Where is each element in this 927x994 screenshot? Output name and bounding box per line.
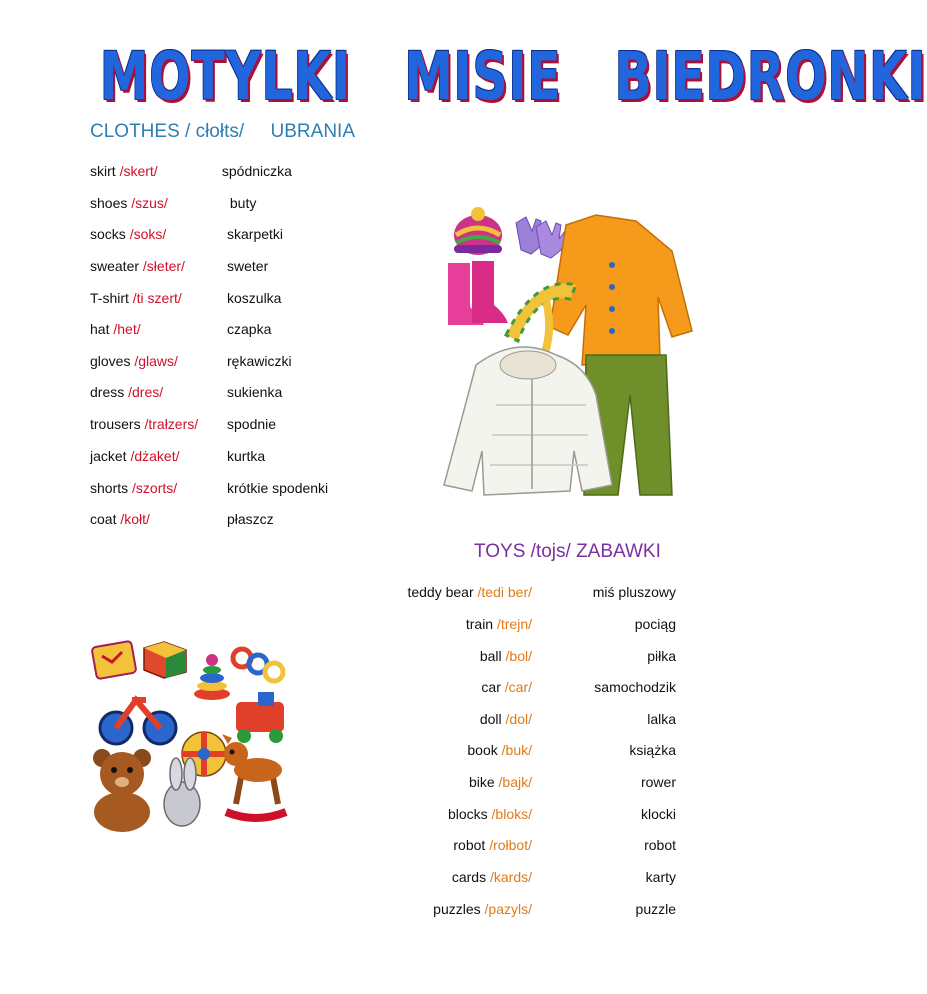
english-word: car /car/ (481, 679, 532, 695)
polish-word: karty (645, 869, 676, 885)
boots-icon (448, 261, 508, 325)
english-word: shorts /szorts/ (90, 480, 178, 496)
polish-word: piłka (647, 648, 676, 664)
english-word: T-shirt /ti szert/ (90, 290, 182, 306)
english-word: puzzles /pazyls/ (433, 901, 532, 917)
polish-word: buty (226, 195, 257, 211)
polish-word: sukienka (227, 384, 283, 400)
english-word: skirt /skert/ (90, 163, 158, 179)
english-word: bike /bajk/ (468, 774, 532, 790)
title-banner: MOTYLKI MISIE BIEDRONKI (99, 38, 927, 115)
english-word: book /buk/ (467, 742, 532, 758)
english-word: gloves /glaws/ (90, 353, 178, 369)
english-word: doll /dol/ (479, 711, 532, 727)
train-icon (236, 692, 284, 743)
english-word: socks /soks/ (90, 226, 167, 242)
polish-word: koszulka (227, 290, 282, 306)
polish-word: samochodzik (594, 679, 676, 695)
polish-word: płaszcz (227, 511, 274, 527)
polish-word: sweter (227, 258, 269, 274)
english-word: blocks /bloks/ (447, 806, 532, 822)
chain-icon (233, 649, 283, 681)
polish-word: lalka (647, 711, 676, 727)
english-word: train /trejn/ (465, 616, 532, 632)
english-word: shoes /szus/ (90, 195, 168, 211)
polish-word: książka (629, 742, 676, 758)
polish-word: rower (640, 774, 676, 790)
polish-word: krótkie spodenki (227, 480, 329, 496)
polish-word: skarpetki (227, 226, 284, 242)
bike-icon (100, 700, 176, 744)
polish-word: spódniczka (218, 163, 292, 179)
english-word: dress /dres/ (90, 384, 164, 400)
polish-word: czapka (227, 321, 272, 337)
toys-heading: TOYS /tojs/ ZABAWKI (474, 541, 661, 562)
clothes-illustration (436, 205, 698, 505)
english-word: jacket /dżaket/ (90, 448, 180, 464)
english-word: robot /rołbot/ (453, 837, 532, 853)
polish-word: klocki (640, 806, 676, 822)
rabbit-icon (164, 758, 200, 826)
english-word: trousers /trałzers/ (90, 416, 199, 432)
polish-word: miś pluszowy (592, 584, 676, 600)
hat-icon (454, 207, 502, 255)
polish-word: rękawiczki (227, 353, 292, 369)
book-icon (92, 641, 137, 679)
toys-illustration (86, 636, 296, 831)
blocks-icon (144, 642, 186, 678)
english-word: cards /kards/ (451, 869, 532, 885)
rocking-horse-icon (222, 734, 286, 818)
polish-word: puzzle (635, 901, 676, 917)
english-word: ball /bol/ (479, 648, 532, 664)
polish-word: robot (644, 837, 676, 853)
polish-word: kurtka (227, 448, 266, 464)
english-word: teddy bear /tedi ber/ (407, 584, 532, 600)
english-word: hat /het/ (90, 321, 141, 337)
english-word: sweater /słeter/ (90, 258, 185, 274)
polish-word: spodnie (227, 416, 277, 432)
english-word: coat /kołt/ (90, 511, 150, 527)
teddy-bear-icon (93, 749, 151, 832)
rings-icon (194, 654, 230, 700)
clothes-heading: CLOTHES / cłołts/ UBRANIA (90, 121, 355, 142)
polish-word: pociąg (634, 616, 676, 632)
